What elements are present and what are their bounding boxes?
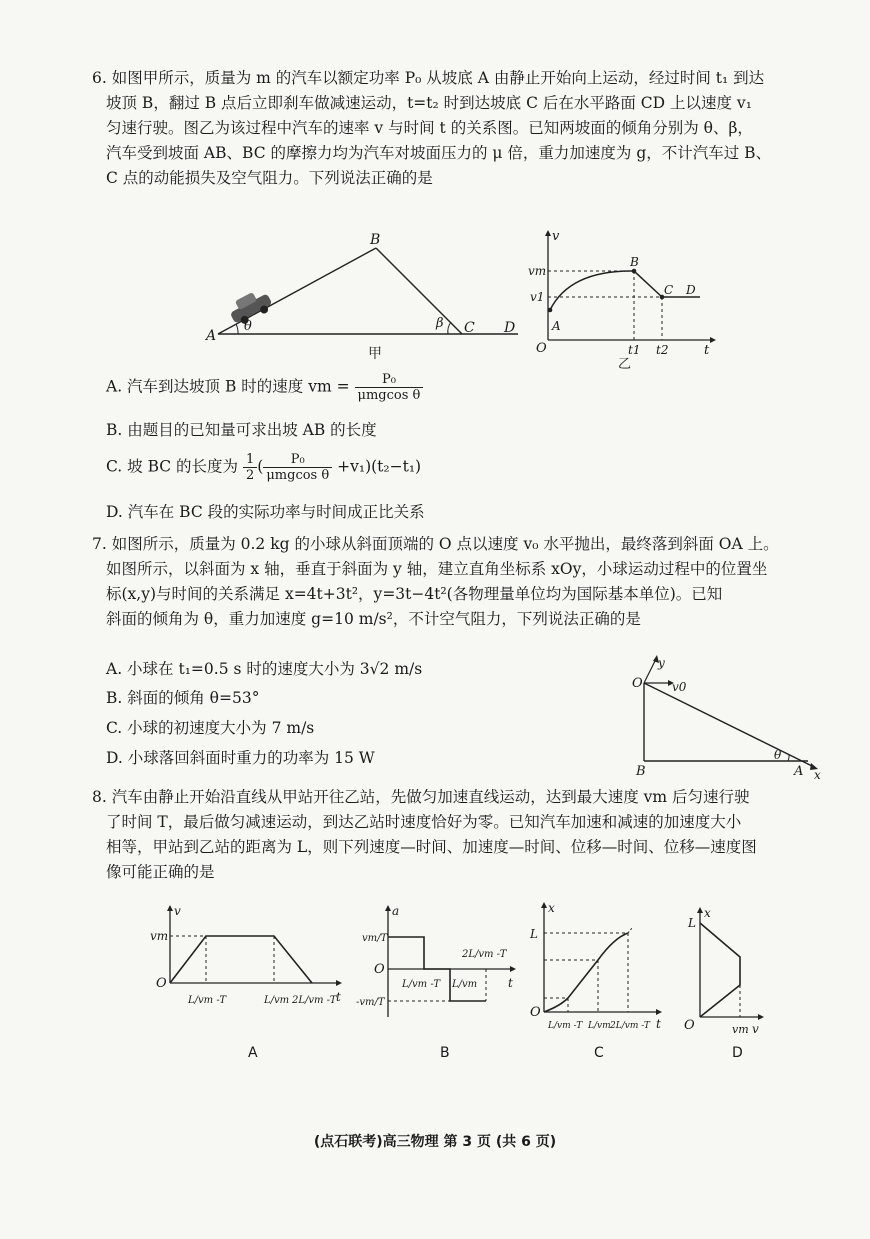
label-O: O — [632, 676, 643, 691]
tick-t1: L/vm -T — [188, 995, 227, 1006]
q8-graph-d — [680, 905, 780, 1035]
numerator: P₀ — [355, 372, 424, 388]
numerator: 1 — [243, 452, 257, 468]
axis-t: t — [704, 343, 710, 358]
q7-stem-line: 标(x,y)与时间的关系满足 x=4t+3t²，y=3t−4t²(各物理量单位均为国际基本单位)。已知 — [106, 585, 723, 603]
tick-t1: L/vm -T — [548, 1021, 583, 1031]
q6-option-c-text: C. 坡 BC 的长度为 — [106, 457, 239, 476]
denominator: μmgcos θ — [266, 468, 330, 483]
point-D: D — [686, 283, 696, 297]
q8-option-b[interactable]: B — [440, 1045, 450, 1061]
label-y: y — [658, 656, 665, 670]
tick-t1: t1 — [628, 343, 641, 357]
tick-vm: vm — [150, 929, 169, 943]
q6-stem-line: 坡顶 B，翻过 B 点后立即刹车做减速运动，t=t₂ 时到达坡底 C 后在水平路面 CD 上以速度 v₁ — [106, 94, 752, 112]
q7-option-a[interactable]: A. 小球在 t₁=0.5 s 时的速度大小为 3√2 m/s — [106, 660, 423, 678]
tick-v1: v1 — [530, 290, 545, 304]
tick-L: L — [530, 927, 538, 941]
q8-option-d[interactable]: D — [732, 1045, 743, 1061]
q6-figure-yi — [530, 228, 720, 373]
q6-option-a[interactable] — [106, 372, 423, 403]
label-A: A — [794, 764, 804, 779]
tick-vm: vm — [732, 1023, 749, 1036]
q7-option-b[interactable]: B. 斜面的倾角 θ=53° — [106, 689, 260, 707]
axis-t: t — [508, 976, 513, 990]
label-B: B — [370, 232, 381, 248]
label-D: D — [504, 320, 516, 336]
q8-option-c[interactable]: C — [594, 1045, 604, 1061]
fraction-half — [243, 452, 257, 483]
q6-figure-jia — [200, 230, 530, 370]
tick-neg: -vm/T — [356, 997, 385, 1008]
tick-t3: 2L/vm -T — [462, 949, 507, 960]
denominator: 2 — [246, 468, 255, 483]
q6-option-c[interactable] — [106, 452, 421, 483]
q8-stem-line: 像可能正确的是 — [106, 863, 215, 881]
q6-stem-line: C 点的动能损失及空气阻力。下列说法正确的是 — [106, 169, 433, 187]
q7-figure — [628, 655, 828, 780]
label-v0: v0 — [672, 680, 687, 694]
point-A: A — [552, 319, 561, 333]
axis-t: t — [656, 1017, 661, 1031]
origin-O: O — [530, 1005, 541, 1020]
q7-option-c[interactable]: C. 小球的初速度大小为 7 m/s — [106, 719, 315, 737]
page-footer: (点石联考)高三物理 第 3 页 (共 6 页) — [313, 1134, 557, 1150]
axis-x: x — [548, 901, 555, 915]
origin-O: O — [684, 1018, 695, 1033]
q7-stem-line: 如图所示，以斜面为 x 轴，垂直于斜面为 y 轴，建立直角坐标系 xOy，小球运动过程中的位置坐 — [106, 560, 768, 578]
origin-O: O — [374, 962, 385, 977]
fraction — [263, 452, 332, 483]
q8-stem — [92, 785, 840, 885]
axis-a: a — [392, 904, 400, 918]
tick-pos: vm/T — [362, 933, 388, 944]
point-C: C — [664, 283, 674, 297]
q6-stem-line: 汽车受到坡面 AB、BC 的摩擦力均为汽车对坡面压力的 μ 倍，重力加速度为 g，不计汽车过 B、 — [106, 144, 772, 162]
q6-option-b[interactable]: B. 由题目的已知量可求出坡 AB 的长度 — [106, 421, 377, 439]
tick-t2: L/vm — [264, 995, 290, 1006]
fraction — [355, 372, 424, 403]
q6-stem — [92, 66, 840, 191]
q7-option-d[interactable]: D. 小球落回斜面时重力的功率为 15 W — [106, 749, 375, 767]
tick-t3: 2L/vm -T — [610, 1021, 650, 1031]
q8-graph-b — [356, 904, 522, 1035]
tick-t3: 2L/vm -T — [292, 995, 337, 1006]
denominator: μmgcos θ — [357, 388, 421, 403]
axis-x: x — [704, 906, 711, 920]
label-A: A — [206, 328, 217, 344]
numerator: P₀ — [263, 452, 332, 468]
q6-stem-line: 6. 如图甲所示，质量为 m 的汽车以额定功率 P₀ 从坡底 A 由静止开始向上运动，经过时间 t₁ 到达 — [92, 69, 765, 87]
q8-stem-line: 相等，甲站到乙站的距离为 L，则下列速度—时间、加速度—时间、位移—时间、位移—速度图 — [106, 838, 757, 856]
q8-option-a[interactable]: A — [248, 1045, 258, 1061]
label-B: B — [636, 764, 646, 779]
label-theta: θ — [774, 748, 782, 762]
q6-option-c-tail: +v₁)(t₂−t₁) — [337, 457, 422, 476]
q7-stem-line: 7. 如图所示，质量为 0.2 kg 的小球从斜面顶端的 O 点以速度 v₀ 水平抛出，最终落到斜面 OA 上。 — [92, 535, 779, 553]
q8-graph-a — [148, 905, 348, 1035]
tick-t2: L/vm — [588, 1021, 611, 1031]
label-x: x — [814, 768, 821, 782]
q8-stem-line: 了时间 T，最后做匀减速运动，到达乙站时速度恰好为零。已知汽车加速和减速的加速度大小 — [106, 813, 742, 831]
q6-option-d[interactable]: D. 汽车在 BC 段的实际功率与时间成正比关系 — [106, 503, 425, 521]
axis-v: v — [552, 229, 560, 244]
origin-O: O — [156, 976, 167, 991]
tick-L: L — [688, 916, 696, 930]
q8-stem-line: 8. 汽车由静止开始沿直线从甲站开往乙站，先做匀加速直线运动，达到最大速度 vm 后匀速行驶 — [92, 788, 750, 806]
caption-jia: 甲 — [368, 346, 382, 362]
q6-option-a-text: A. 汽车到达坡顶 B 时的速度 vm = — [106, 377, 350, 396]
paren-open: ( — [257, 457, 264, 476]
point-B: B — [630, 255, 639, 269]
q7-stem — [92, 532, 840, 632]
axis-v: v — [174, 904, 181, 918]
tick-t2: t2 — [656, 343, 669, 357]
label-beta: β — [436, 316, 444, 331]
q8-graph-c — [528, 900, 678, 1035]
label-theta: θ — [244, 319, 252, 334]
tick-t2: L/vm — [452, 979, 478, 990]
tick-vm: vm — [528, 264, 547, 278]
origin-O: O — [536, 341, 547, 356]
axis-t: t — [336, 990, 341, 1004]
q6-stem-line: 匀速行驶。图乙为该过程中汽车的速率 v 与时间 t 的关系图。已知两坡面的倾角分别为 θ、β， — [106, 119, 753, 137]
q7-stem-line: 斜面的倾角为 θ，重力加速度 g=10 m/s²，不计空气阻力，下列说法正确的是 — [106, 610, 641, 628]
caption-yi: 乙 — [618, 357, 632, 372]
label-C: C — [464, 320, 475, 336]
tick-t1: L/vm -T — [402, 979, 441, 990]
axis-v: v — [752, 1022, 759, 1036]
